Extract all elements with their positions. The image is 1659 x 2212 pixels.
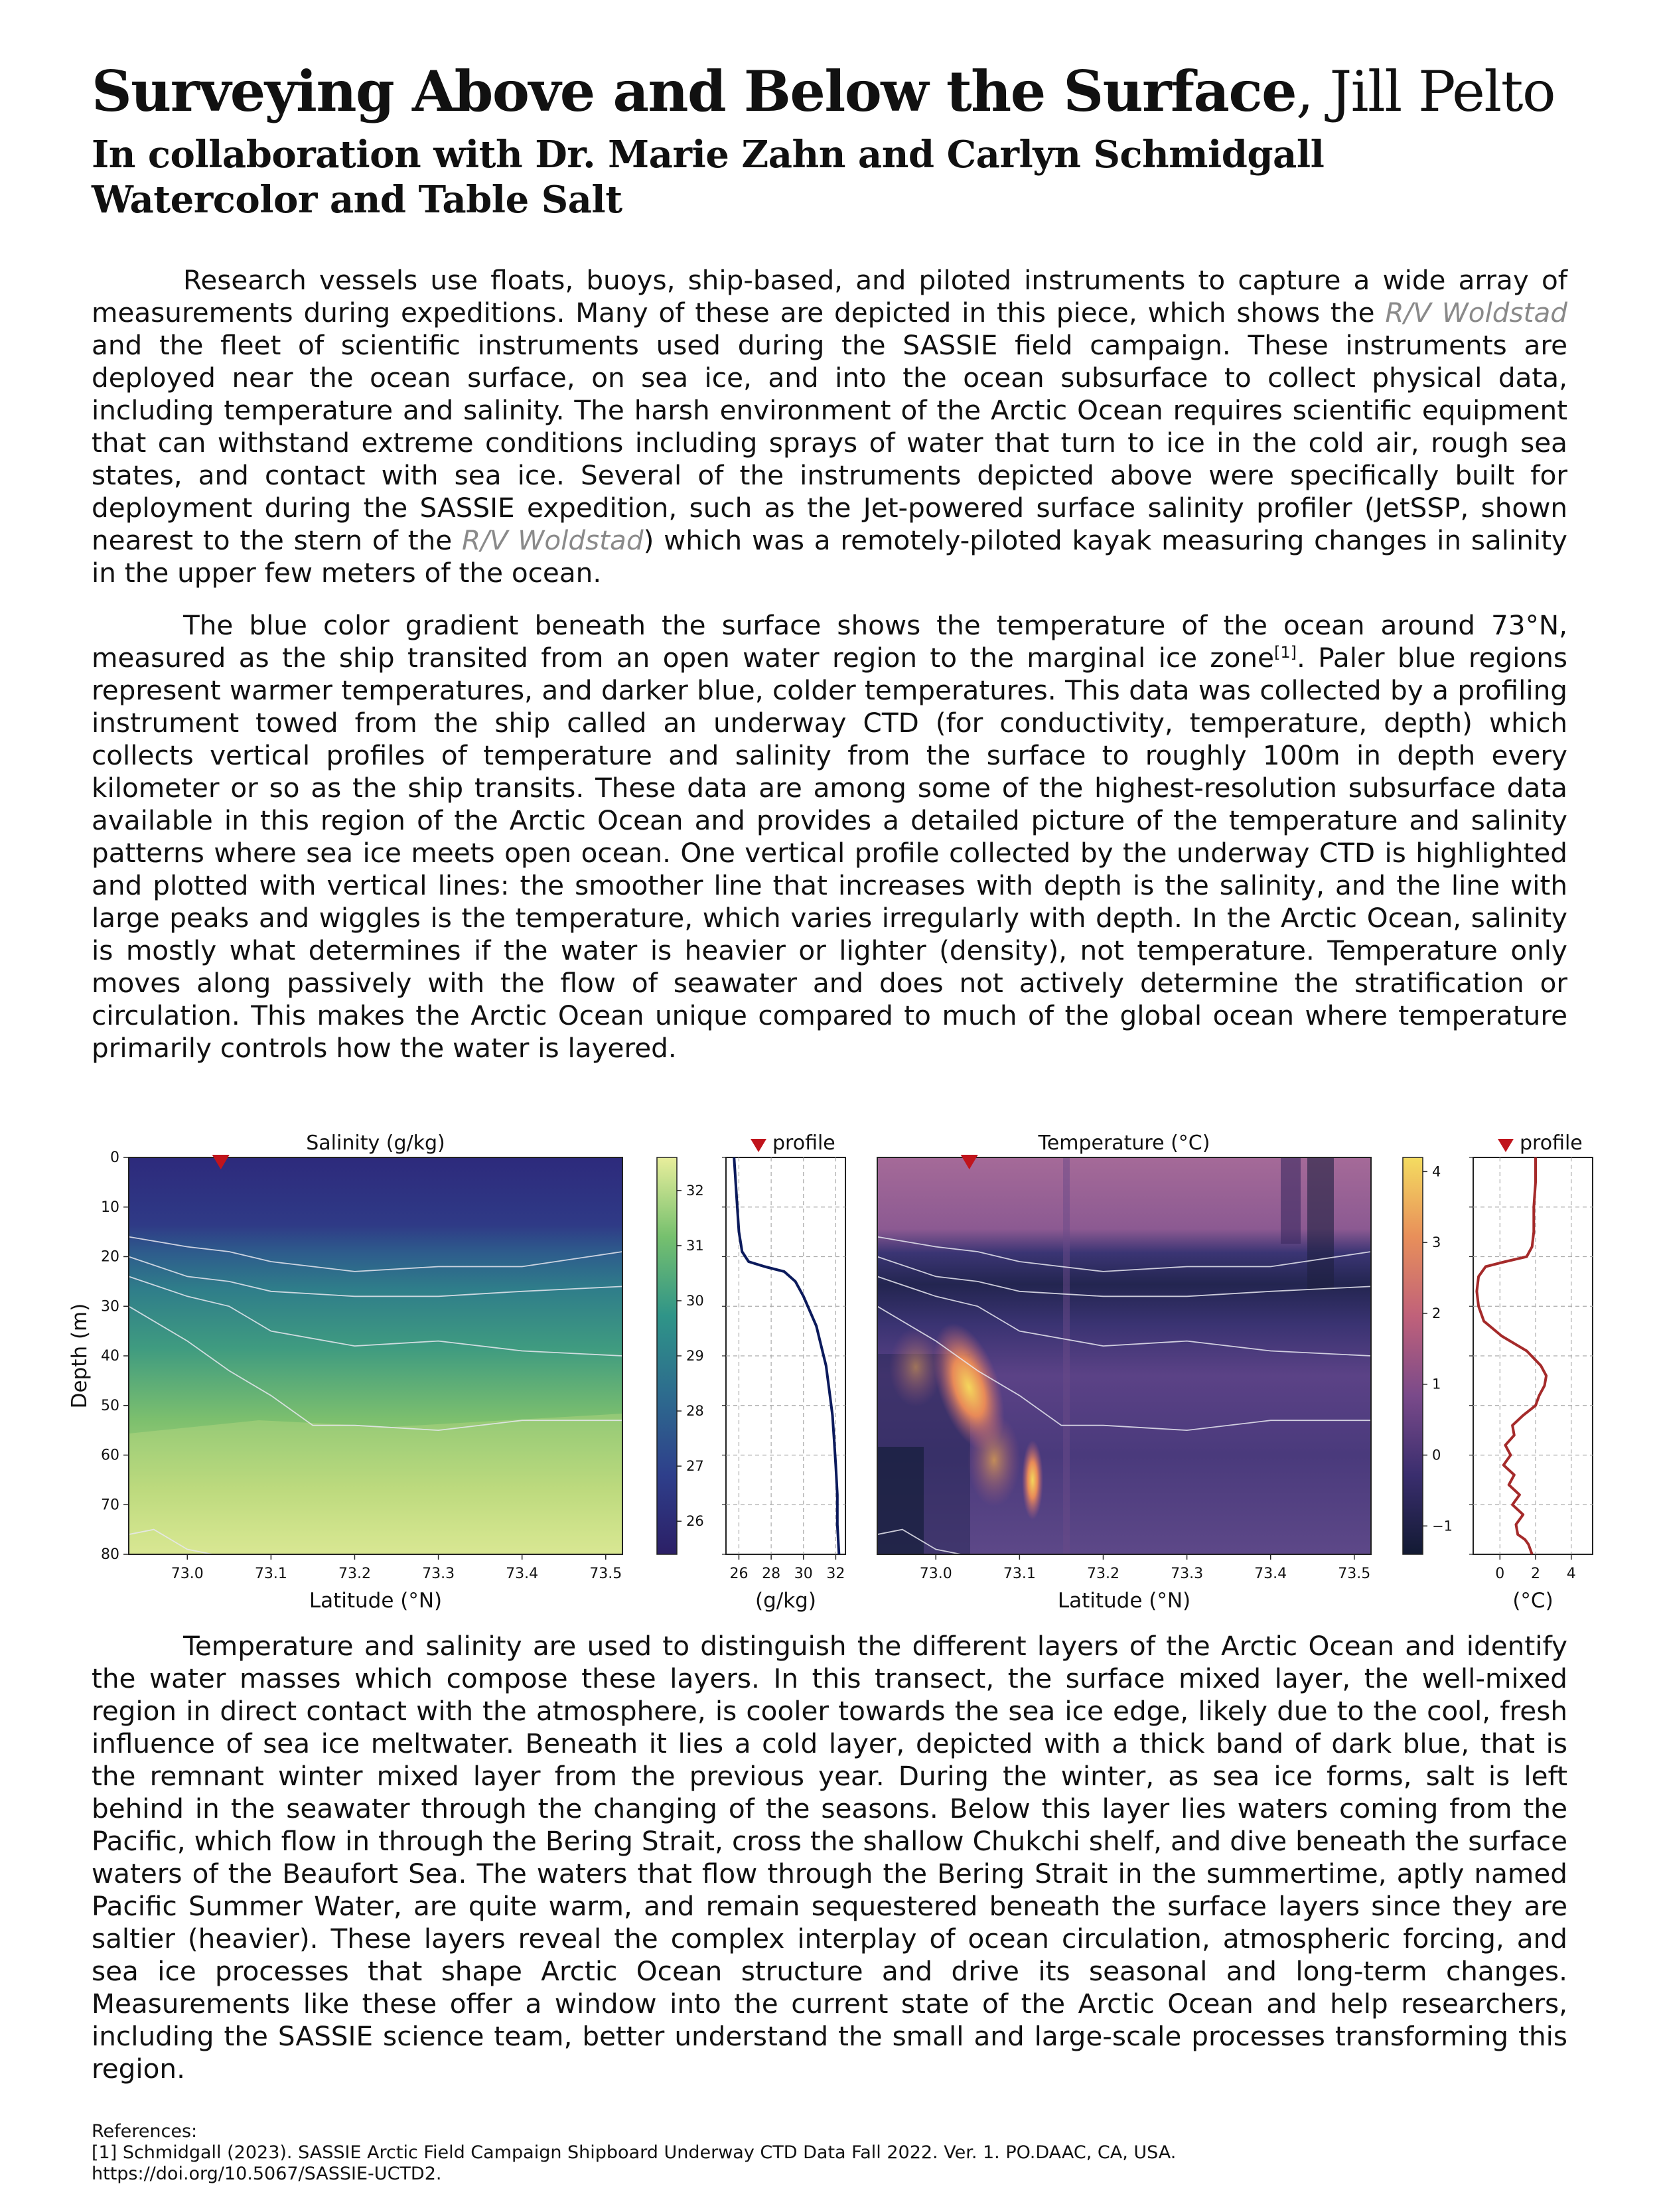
reference-doi-link[interactable]: https://doi.org/10.5067/SASSIE-UCTD2. bbox=[92, 2164, 442, 2184]
y-tick-label: 60 bbox=[101, 1447, 119, 1464]
paragraph2-text-a: The blue color gradient beneath the surface shows the temperature of the ocean around 73°N, measured as the ship transited from an open water region to the marginal ice zone bbox=[92, 609, 1567, 674]
warm-water-filament bbox=[1022, 1440, 1043, 1520]
paragraph-layers bbox=[92, 1630, 1567, 2085]
x-tick-label: 2 bbox=[1531, 1566, 1541, 1582]
x-tick-label: 30 bbox=[794, 1566, 813, 1582]
ship-name: R/V Woldstad bbox=[461, 524, 644, 556]
y-tick-label: 10 bbox=[101, 1199, 119, 1216]
temperature-colorbar bbox=[1403, 1157, 1423, 1554]
x-tick-label: 26 bbox=[729, 1566, 749, 1582]
x-tick-label: 73.4 bbox=[1254, 1566, 1287, 1582]
ctd-figure-svg bbox=[60, 1115, 1606, 1613]
y-tick-label: 50 bbox=[101, 1397, 119, 1414]
ship-name: R/V Woldstad bbox=[1385, 297, 1568, 329]
salinity-profile-x-label: (g/kg) bbox=[755, 1589, 816, 1613]
x-tick-label: 32 bbox=[826, 1566, 845, 1582]
colorbar-tick-label: 29 bbox=[686, 1348, 704, 1364]
temperature-heatmap bbox=[877, 1157, 1371, 1556]
x-tick-label: 0 bbox=[1495, 1566, 1505, 1582]
colorbar-tick-label: 28 bbox=[686, 1403, 704, 1420]
citation-ref[interactable]: [1] bbox=[1274, 643, 1297, 662]
temperature-x-label: Latitude (°N) bbox=[1057, 1589, 1191, 1613]
colorbar-tick-label: −1 bbox=[1432, 1518, 1453, 1534]
temperature-profile-title: profile bbox=[1520, 1132, 1583, 1155]
colorbar-tick-label: 26 bbox=[686, 1513, 704, 1530]
colorbar-tick-label: 27 bbox=[686, 1458, 704, 1475]
colorbar-tick-label: 30 bbox=[686, 1292, 704, 1309]
colorbar-tick-label: 32 bbox=[686, 1182, 704, 1199]
warm-streak bbox=[1063, 1157, 1070, 1556]
colorbar-tick-label: 1 bbox=[1432, 1376, 1441, 1392]
cold-column-patch bbox=[1307, 1157, 1334, 1290]
y-tick-label: 40 bbox=[101, 1348, 119, 1364]
x-tick-label: 73.5 bbox=[589, 1566, 622, 1582]
title-separator: , bbox=[1296, 59, 1330, 124]
medium-line: Watercolor and Table Salt bbox=[92, 178, 622, 222]
temperature-profile-x-label: (°C) bbox=[1512, 1589, 1553, 1613]
x-tick-label: 73.1 bbox=[254, 1566, 287, 1582]
ctd-figure bbox=[60, 1115, 1606, 1613]
reference-item: [1] Schmidgall (2023). SASSIE Arctic Field Campaign Shipboard Underway CTD Data Fall 2022. Ver. 1. PO.DAAC, CA, USA. bbox=[92, 2142, 1177, 2163]
cold-column-patch bbox=[1281, 1157, 1301, 1244]
collaboration-line: In collaboration with Dr. Marie Zahn and Carlyn Schmidgall bbox=[92, 133, 1325, 177]
profile-marker-icon bbox=[751, 1139, 766, 1152]
warm-water-tail bbox=[968, 1414, 1021, 1507]
salinity-chart-title: Salinity (g/kg) bbox=[306, 1132, 445, 1155]
salinity-heatmap bbox=[129, 1157, 622, 1554]
y-tick-label: 70 bbox=[101, 1497, 119, 1514]
x-tick-label: 73.0 bbox=[919, 1566, 952, 1582]
x-tick-label: 73.4 bbox=[506, 1566, 539, 1582]
salinity-profile-title: profile bbox=[772, 1132, 835, 1155]
x-tick-label: 73.2 bbox=[1086, 1566, 1119, 1582]
depth-axis-label: Depth (m) bbox=[68, 1303, 92, 1409]
x-tick-label: 4 bbox=[1566, 1566, 1576, 1582]
paragraph2-text-b: . Paler blue regions represent warmer temperatures, and darker blue, colder temperatures. This data was collected by a profiling instrument towed from the ship called an underway CTD (for conductivity, temperature, depth) which collects vertical profiles of temperature and salinity from the surface to roughly 100m in depth every kilometer or so as the ship transits. These data are among some of the highest-resolution subsurface data available in this region of the Arctic Ocean and provides a detailed picture of the temperature and salinity patterns where sea ice meets open ocean. One vertical profile collected by the underway CTD is highlighted and plotted with vertical lines: the smoother line that increases with depth is the salinity, and the line with large peaks and wiggles is the temperature, which varies irregularly with depth. In the Arctic Ocean, salinity is mostly what determines if the water is heavier or lighter (density), not temperature. Temperature only moves along passively with the flow of seawater and does not actively determine the stratification or circulation. This makes the Arctic Ocean unique compared to much of the global ocean where temperature primarily controls how the water is layered. bbox=[92, 642, 1568, 1064]
colorbar-tick-label: 31 bbox=[686, 1237, 704, 1254]
warm-water-patch bbox=[889, 1327, 942, 1407]
y-tick-label: 0 bbox=[110, 1149, 119, 1166]
references-section bbox=[92, 2121, 1567, 2185]
document-title bbox=[92, 58, 1578, 125]
y-tick-label: 20 bbox=[101, 1248, 119, 1266]
colorbar-tick-label: 0 bbox=[1432, 1447, 1441, 1463]
colorbar-tick-label: 2 bbox=[1432, 1305, 1441, 1321]
colorbar-tick-label: 4 bbox=[1432, 1163, 1441, 1180]
paragraph-temperature bbox=[92, 609, 1567, 1065]
paragraph-instruments bbox=[92, 264, 1567, 589]
references-heading: References: bbox=[92, 2121, 198, 2142]
artwork-title: Surveying Above and Below the Surface bbox=[92, 58, 1297, 124]
x-tick-label: 28 bbox=[762, 1566, 781, 1582]
x-tick-label: 73.0 bbox=[171, 1566, 204, 1582]
x-tick-label: 73.3 bbox=[422, 1566, 455, 1582]
paragraph1-text-a: Research vessels use floats, buoys, ship-based, and piloted instruments to capture a wide array of measurements during expeditions. Many of these are depicted in this piece, which shows the bbox=[92, 264, 1567, 329]
salinity-deep-shade bbox=[129, 1414, 622, 1554]
salinity-colorbar bbox=[657, 1157, 677, 1554]
x-tick-label: 73.3 bbox=[1171, 1566, 1204, 1582]
y-tick-label: 80 bbox=[101, 1546, 119, 1563]
salinity-x-label: Latitude (°N) bbox=[309, 1589, 443, 1613]
artist-name: Jill Pelto bbox=[1329, 59, 1555, 124]
paragraph1-text-b: and the fleet of scientific instruments used during the SASSIE field campaign. These instruments are deployed near the ocean surface, on sea ice, and into the ocean subsurface to collect physical data, including temperature and salinity. The harsh environment of the Arctic Ocean requires scientific equipment that can withstand extreme conditions including sprays of water that turn to ice in the cold air, rough sea states, and contact with sea ice. Several of the instruments depicted above were specifically built for deployment during the SASSIE expedition, such as the Jet-powered surface salinity profiler (JetSSP, shown nearest to the stern of the bbox=[92, 329, 1567, 556]
x-tick-label: 73.1 bbox=[1003, 1566, 1036, 1582]
x-tick-label: 73.2 bbox=[338, 1566, 371, 1582]
paragraph1-text-c: ) which was a remotely-piloted kayak measuring changes in salinity in the upper few meters of the ocean. bbox=[92, 524, 1568, 589]
x-tick-label: 73.5 bbox=[1338, 1566, 1371, 1582]
colorbar-tick-label: 3 bbox=[1432, 1234, 1441, 1251]
profile-marker-icon bbox=[1498, 1139, 1514, 1152]
y-tick-label: 30 bbox=[101, 1298, 119, 1315]
paragraph3-text: Temperature and salinity are used to distinguish the different layers of the Arctic Ocean and identify the water masses which compose these layers. In this transect, the surface mixed layer, the well-mixed region in direct contact with the atmosphere, is cooler towards the sea ice edge, likely due to the cool, fresh influence of sea ice meltwater. Beneath it lies a cold layer, depicted with a thick band of dark blue, that is the remnant winter mixed layer from the previous year. During the winter, as sea ice forms, salt is left behind in the seawater through the changing of the seasons. Below this layer lies waters coming from the Pacific, which flow in through the Bering Strait, cross the shallow Chukchi shelf, and dive beneath the surface waters of the Beaufort Sea. The waters that flow through the Bering Strait in the summertime, aptly named Pacific Summer Water, are quite warm, and remain sequestered beneath the surface layers since they are saltier (heavier). These layers reveal the complex interplay of ocean circulation, atmospheric forcing, and sea ice processes that shape Arctic Ocean structure and drive its seasonal and long-term changes. Measurements like these offer a window into the current state of the Arctic Ocean and help researchers, including the SASSIE science team, better understand the small and large-scale processes transforming this region. bbox=[92, 1630, 1567, 2085]
temperature-chart-title: Temperature (°C) bbox=[1038, 1132, 1210, 1155]
